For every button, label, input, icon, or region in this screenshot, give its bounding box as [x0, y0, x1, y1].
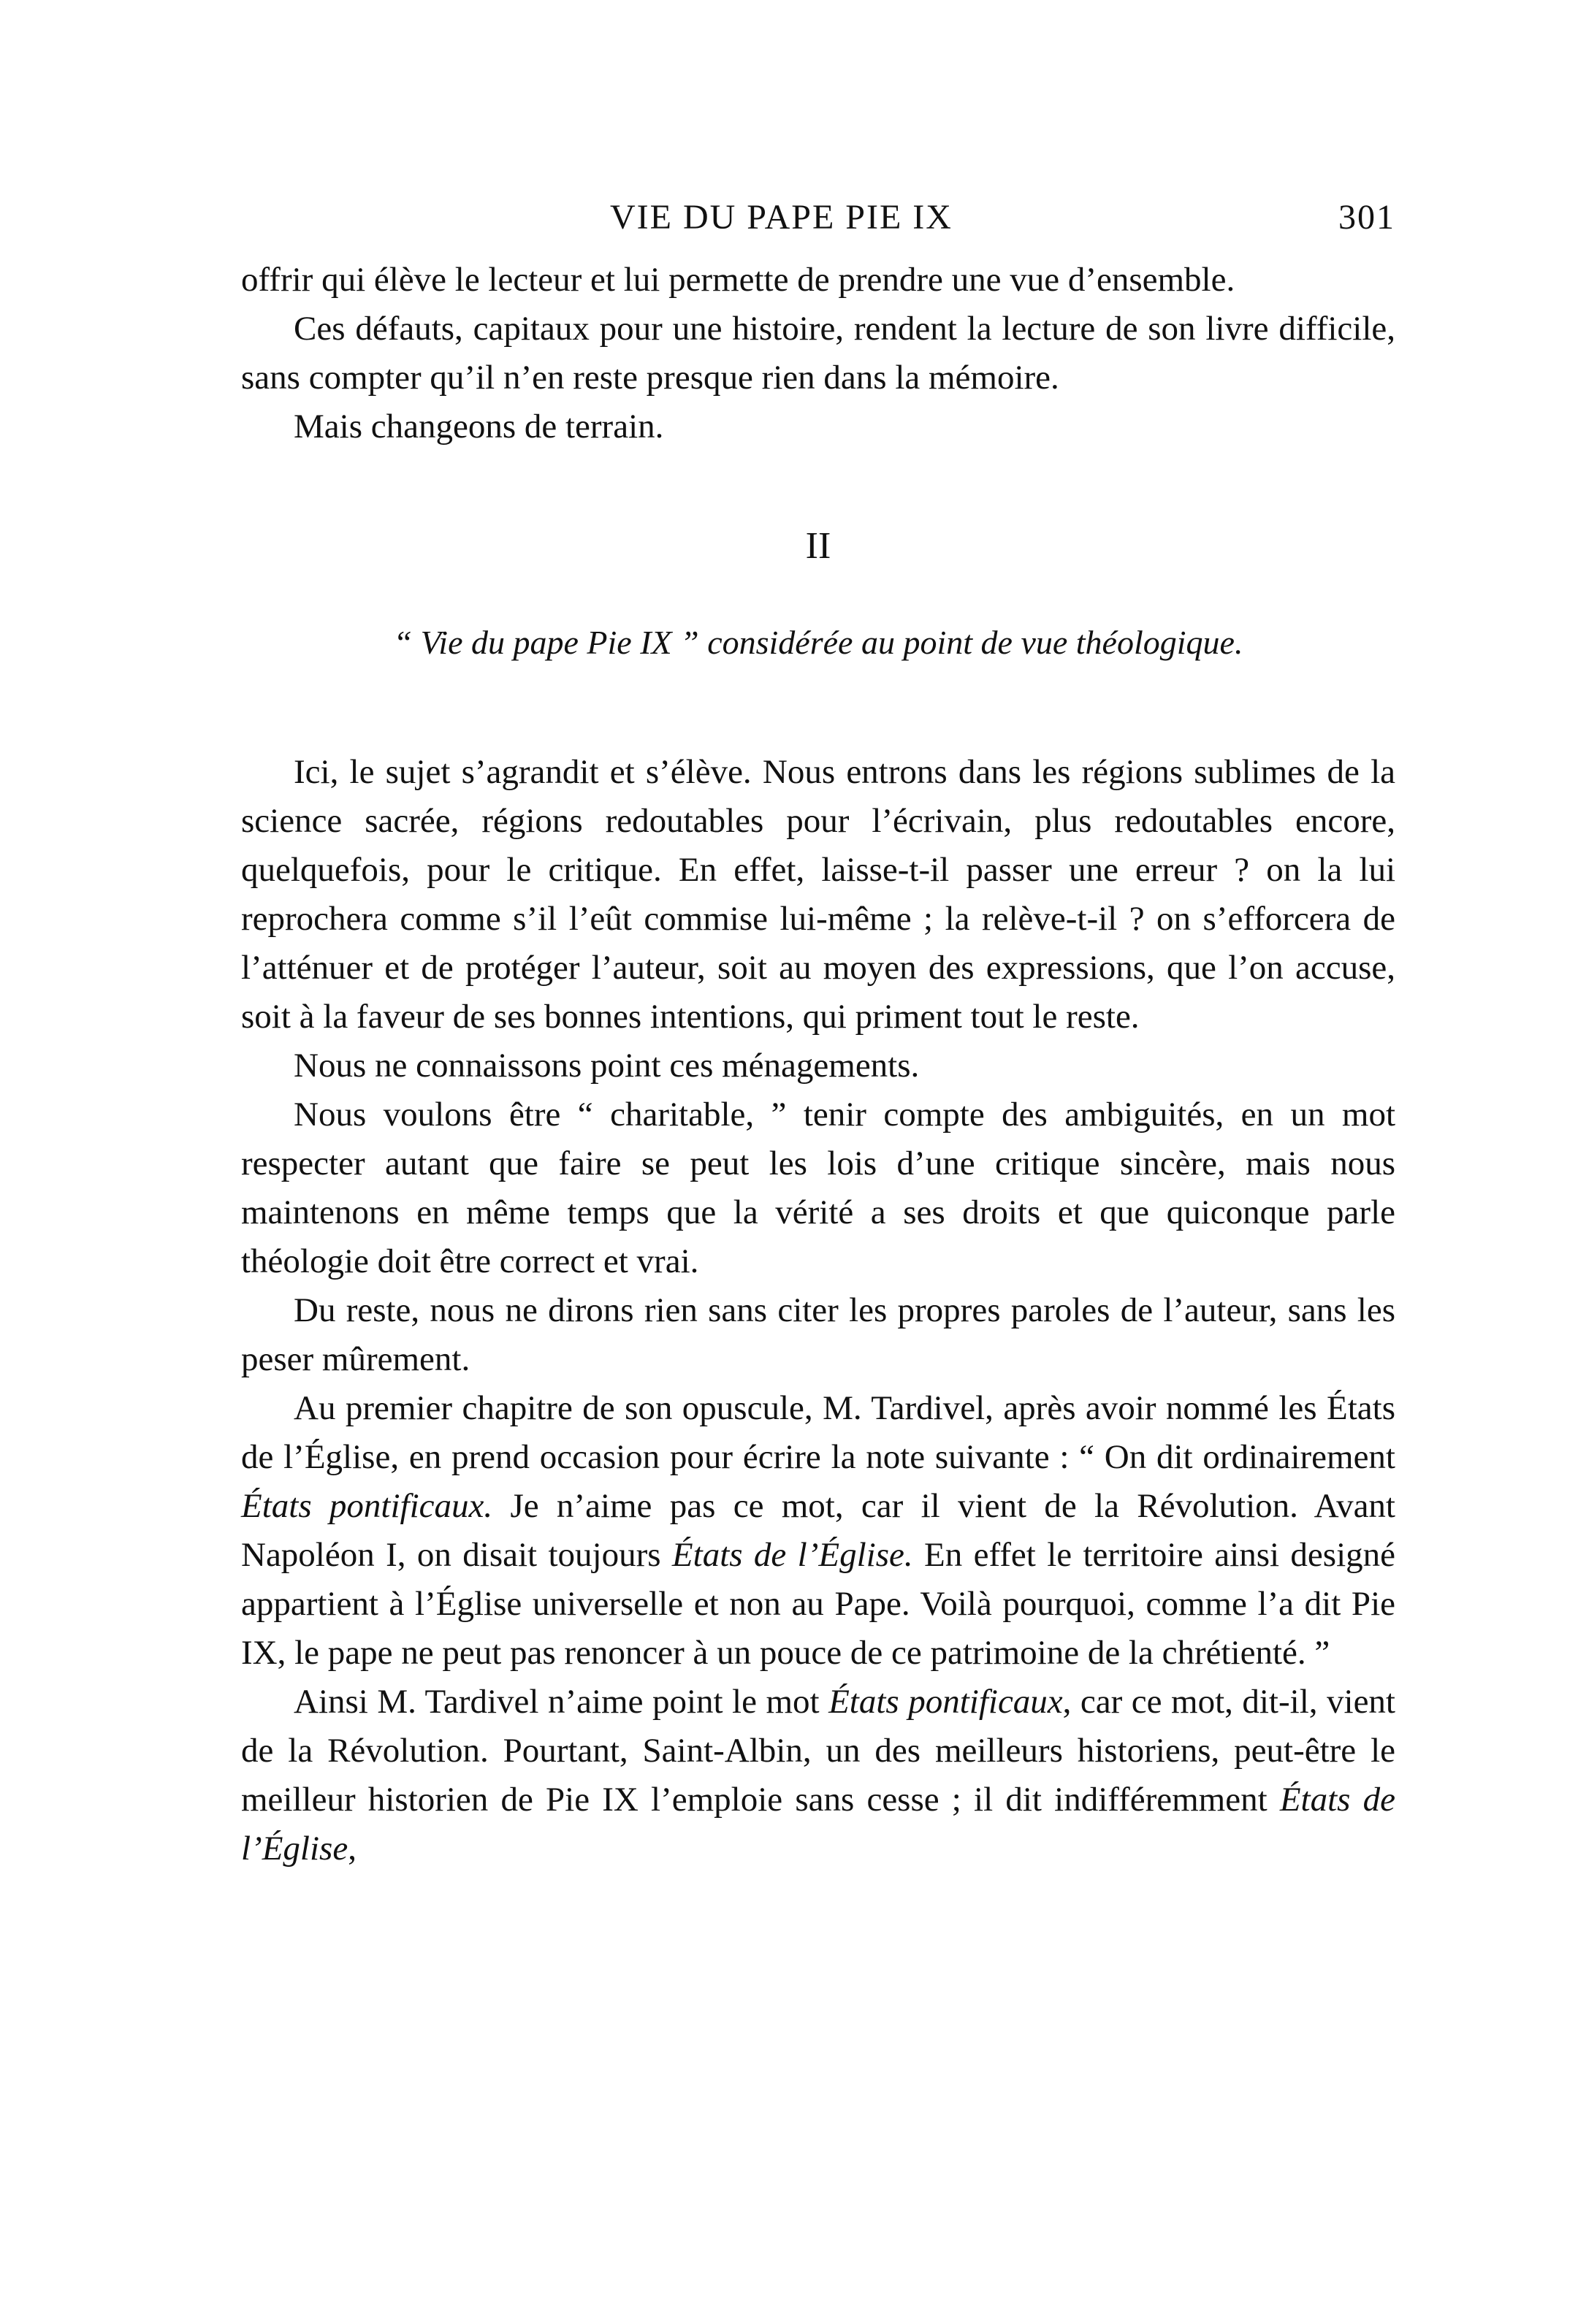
- paragraph-defects: Ces défauts, capitaux pour une histoire, rendent la lecture de son livre difficile, sans compter qu’il n’en reste presque rien dans la mémoire.: [241, 310, 1395, 397]
- text-run: Ainsi M. Tardivel n’aime point le mot: [294, 1683, 829, 1721]
- text-run: Je n’aime pas ce mot, car il vient de la Révolution. Avant Napoléon I, on disait toujours: [241, 1487, 1395, 1574]
- italic-term: États pontificaux.: [241, 1487, 493, 1525]
- text-run: ,: [348, 1830, 357, 1868]
- page-header: [241, 197, 1395, 256]
- book-page: [241, 197, 1395, 2279]
- paragraph-menagements: Nous ne connaissons point ces ménagements.: [294, 1047, 920, 1085]
- page-number: 301: [1338, 198, 1395, 237]
- section-title: “ Vie du pape Pie IX ” considérée au point de vue théologique.: [393, 624, 1243, 661]
- paragraph-continued: offrir qui élève le lecteur et lui permette de prendre une vue d’ensemble.: [241, 261, 1235, 299]
- paragraph-du-reste: Du reste, nous ne dirons rien sans citer les propres paroles de l’auteur, sans les peser mûrement.: [241, 1291, 1395, 1378]
- paragraph-charitable: Nous voulons être “ charitable, ” tenir compte des ambiguités, en un mot respecter autant que faire se peut les lois d’une critique sincère, mais nous maintenons en même temps que la vérité a ses droits et que quiconque parle théologie doit être correct et vrai.: [241, 1096, 1395, 1280]
- paragraph-subject: Ici, le sujet s’agrandit et s’élève. Nous entrons dans les régions sublimes de la science sacrée, régions redoutables pour l’écrivain, plus redoutables encore, quelquefois, pour le critique. En effet, laisse-t-il passer une erreur ? on la lui reprochera comme s’il l’eût commise lui-même ; la relève-t-il ? on s’efforcera de l’atténuer et de protéger l’auteur, soit au moyen des expressions, que l’on accuse, soit à la faveur de ses bonnes intentions, qui priment tout le reste.: [241, 753, 1395, 1036]
- section-number: II: [805, 525, 831, 567]
- text-run: En effet le territoire ainsi designé appartient à l’Église universelle et non au Pape. Voilà pourquoi, comme l’a dit Pie IX, le pape ne peut pas renoncer à un pouce de ce patrimoine de la chrétienté. ”: [241, 1536, 1396, 1672]
- text-run: Au premier chapitre de son opuscule, M. Tardivel, après avoir nommé les États de l’Église, en prend occasion pour écrire la note suivante : “ On dit ordinairement: [241, 1389, 1395, 1476]
- paragraph-change-terrain: Mais changeons de terrain.: [294, 408, 664, 446]
- paragraph-first-chapter: [241, 1384, 1395, 1678]
- running-title: VIE DU PAPE PIE IX: [610, 198, 953, 237]
- italic-term: États de l’Église.: [671, 1536, 913, 1574]
- paragraph-ainsi: [241, 1678, 1395, 1873]
- text-run: , car ce mot, dit-il, vient de la Révolution. Pourtant, Saint-Albin, un des meilleurs historiens, peut-être le meilleur historien de Pie IX l’emploie sans cesse ; il dit indifféremment: [241, 1683, 1395, 1819]
- italic-term: États de l’Église: [241, 1781, 1395, 1868]
- italic-term: États pontificaux: [828, 1683, 1063, 1721]
